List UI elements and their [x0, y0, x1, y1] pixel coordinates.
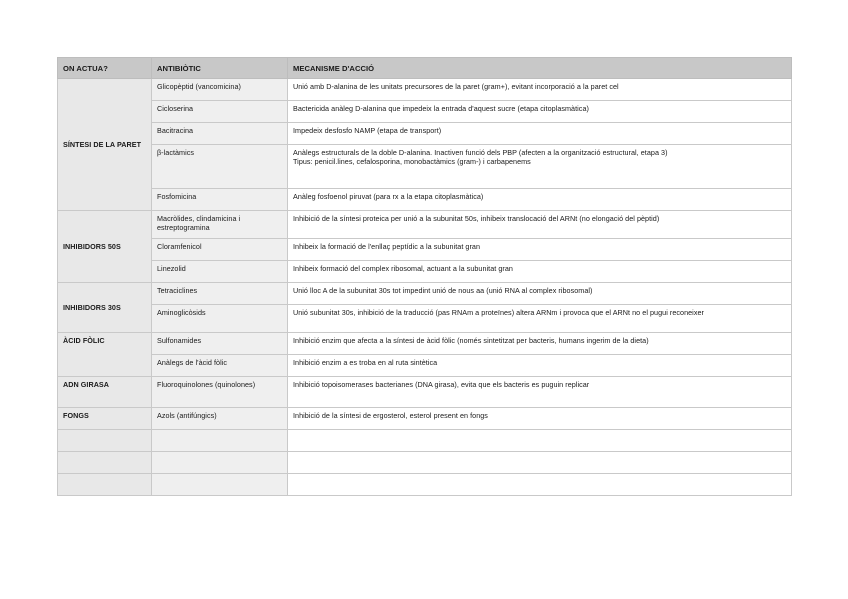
- mechanism-cell: Inhibeix formació del complex ribosomal, actuant a la subunitat gran: [288, 261, 792, 283]
- antibiotic-cell: Glicopèptid (vancomicina): [152, 79, 288, 101]
- mechanism-cell: Inhibició topoisomerases bacterianes (DNA girasa), evita que els bacteris es puguin replicar: [288, 377, 792, 408]
- antibiotic-cell: Macròlides, clindamicina i estreptogramina: [152, 211, 288, 239]
- header-where-acts: ON ACTUA?: [58, 58, 152, 79]
- header-antibiotic: ANTIBIÒTIC: [152, 58, 288, 79]
- header-mechanism: MECANISME D'ACCIÓ: [288, 58, 792, 79]
- table-row: [58, 123, 792, 145]
- empty-row: [58, 430, 792, 452]
- table-row: [58, 79, 792, 101]
- table-row: [58, 333, 792, 355]
- mechanism-cell: Inhibició enzim a es troba en al ruta sintètica: [288, 355, 792, 377]
- antibiotic-cell: Fluoroquinolones (quinolones): [152, 377, 288, 408]
- table-header: [58, 58, 792, 79]
- table-body: [58, 79, 792, 496]
- antibiotic-cell: Bacitracina: [152, 123, 288, 145]
- empty-cell: [152, 452, 288, 474]
- section-dna-gyrase: ADN GIRASA: [58, 377, 152, 408]
- mechanism-cell: Impedeix desfosfo NAMP (etapa de transport): [288, 123, 792, 145]
- empty-cell: [58, 452, 152, 474]
- antibiotic-cell: Tetraciclines: [152, 283, 288, 305]
- section-folic-acid: ÀCID FÒLIC: [58, 333, 152, 377]
- mechanism-cell: Bactericida anàleg D-alanina que impedeix la entrada d'aquest sucre (etapa citoplasmàtica): [288, 101, 792, 123]
- empty-cell: [288, 430, 792, 452]
- table-row: [58, 189, 792, 211]
- mechanism-cell: Unió subunitat 30s, inhibició de la traducció (pas RNAm a proteïnes) altera ARNm i provoca que el ARNt no el pugui reconeixer: [288, 305, 792, 333]
- empty-cell: [152, 474, 288, 496]
- empty-cell: [58, 430, 152, 452]
- table-row: [58, 145, 792, 189]
- empty-row: [58, 474, 792, 496]
- table-row: [58, 261, 792, 283]
- table-row: [58, 211, 792, 239]
- empty-cell: [152, 430, 288, 452]
- empty-cell: [288, 474, 792, 496]
- empty-row: [58, 452, 792, 474]
- antibiotic-cell: Linezolid: [152, 261, 288, 283]
- mechanism-text: Anàlegs estructurals de la doble D-alanina. Inactiven funció dels PBP (afecten a la organització estructural, etapa 3): [293, 148, 668, 157]
- section-wall-synthesis: SÍNTESI DE LA PARET: [58, 79, 152, 211]
- mechanism-cell: Inhibició enzim que afecta a la síntesi de àcid fòlic (només sintetitzat per bacteris, humans ingerim de la dieta): [288, 333, 792, 355]
- table-row: [58, 283, 792, 305]
- empty-cell: [288, 452, 792, 474]
- antibiotic-cell: Cloramfenicol: [152, 239, 288, 261]
- mechanism-cell: [288, 145, 792, 189]
- antibiotic-cell: Fosfomicina: [152, 189, 288, 211]
- table-row: [58, 101, 792, 123]
- mechanism-cell: Unió amb D-alanina de les unitats precursores de la paret (gram+), evitant incorporació a la paret cel: [288, 79, 792, 101]
- mechanism-cell: Unió lloc A de la subunitat 30s tot impedint unió de nous aa (unió RNA al complex ribosomal): [288, 283, 792, 305]
- section-fungi: FONGS: [58, 408, 152, 430]
- section-inhibitors-50s: INHIBIDORS 50S: [58, 211, 152, 283]
- antibiotic-cell: β-lactàmics: [152, 145, 288, 189]
- antibiotic-cell: Azols (antifúngics): [152, 408, 288, 430]
- table-row: [58, 408, 792, 430]
- mechanism-cell: Anàleg fosfoenol piruvat (para rx a la etapa citoplasmàtica): [288, 189, 792, 211]
- empty-cell: [58, 474, 152, 496]
- mechanism-cell: Inhibició de la síntesi proteica per unió a la subunitat 50s, inhibeix translocació del ARNt (no elongació del pèptid): [288, 211, 792, 239]
- mechanism-cell: Inhibeix la formació de l'enllaç peptídic a la subunitat gran: [288, 239, 792, 261]
- antibiotic-cell: Aminoglicòsids: [152, 305, 288, 333]
- table-row: [58, 377, 792, 408]
- section-inhibitors-30s: INHIBIDORS 30S: [58, 283, 152, 333]
- antibiotic-cell: Sulfonamides: [152, 333, 288, 355]
- table-row: [58, 355, 792, 377]
- table-row: [58, 305, 792, 333]
- mechanism-cell: Inhibició de la síntesi de ergosterol, esterol present en fongs: [288, 408, 792, 430]
- header-row: [58, 58, 792, 79]
- mechanism-types: Tipus: penicil.lines, cefalosporina, monobactàmics (gram-) i carbapenems: [293, 157, 531, 166]
- antibiotic-cell: Anàlegs de l'àcid fòlic: [152, 355, 288, 377]
- table-row: [58, 239, 792, 261]
- antibiotic-cell: Cicloserina: [152, 101, 288, 123]
- antibiotics-table: [57, 57, 792, 496]
